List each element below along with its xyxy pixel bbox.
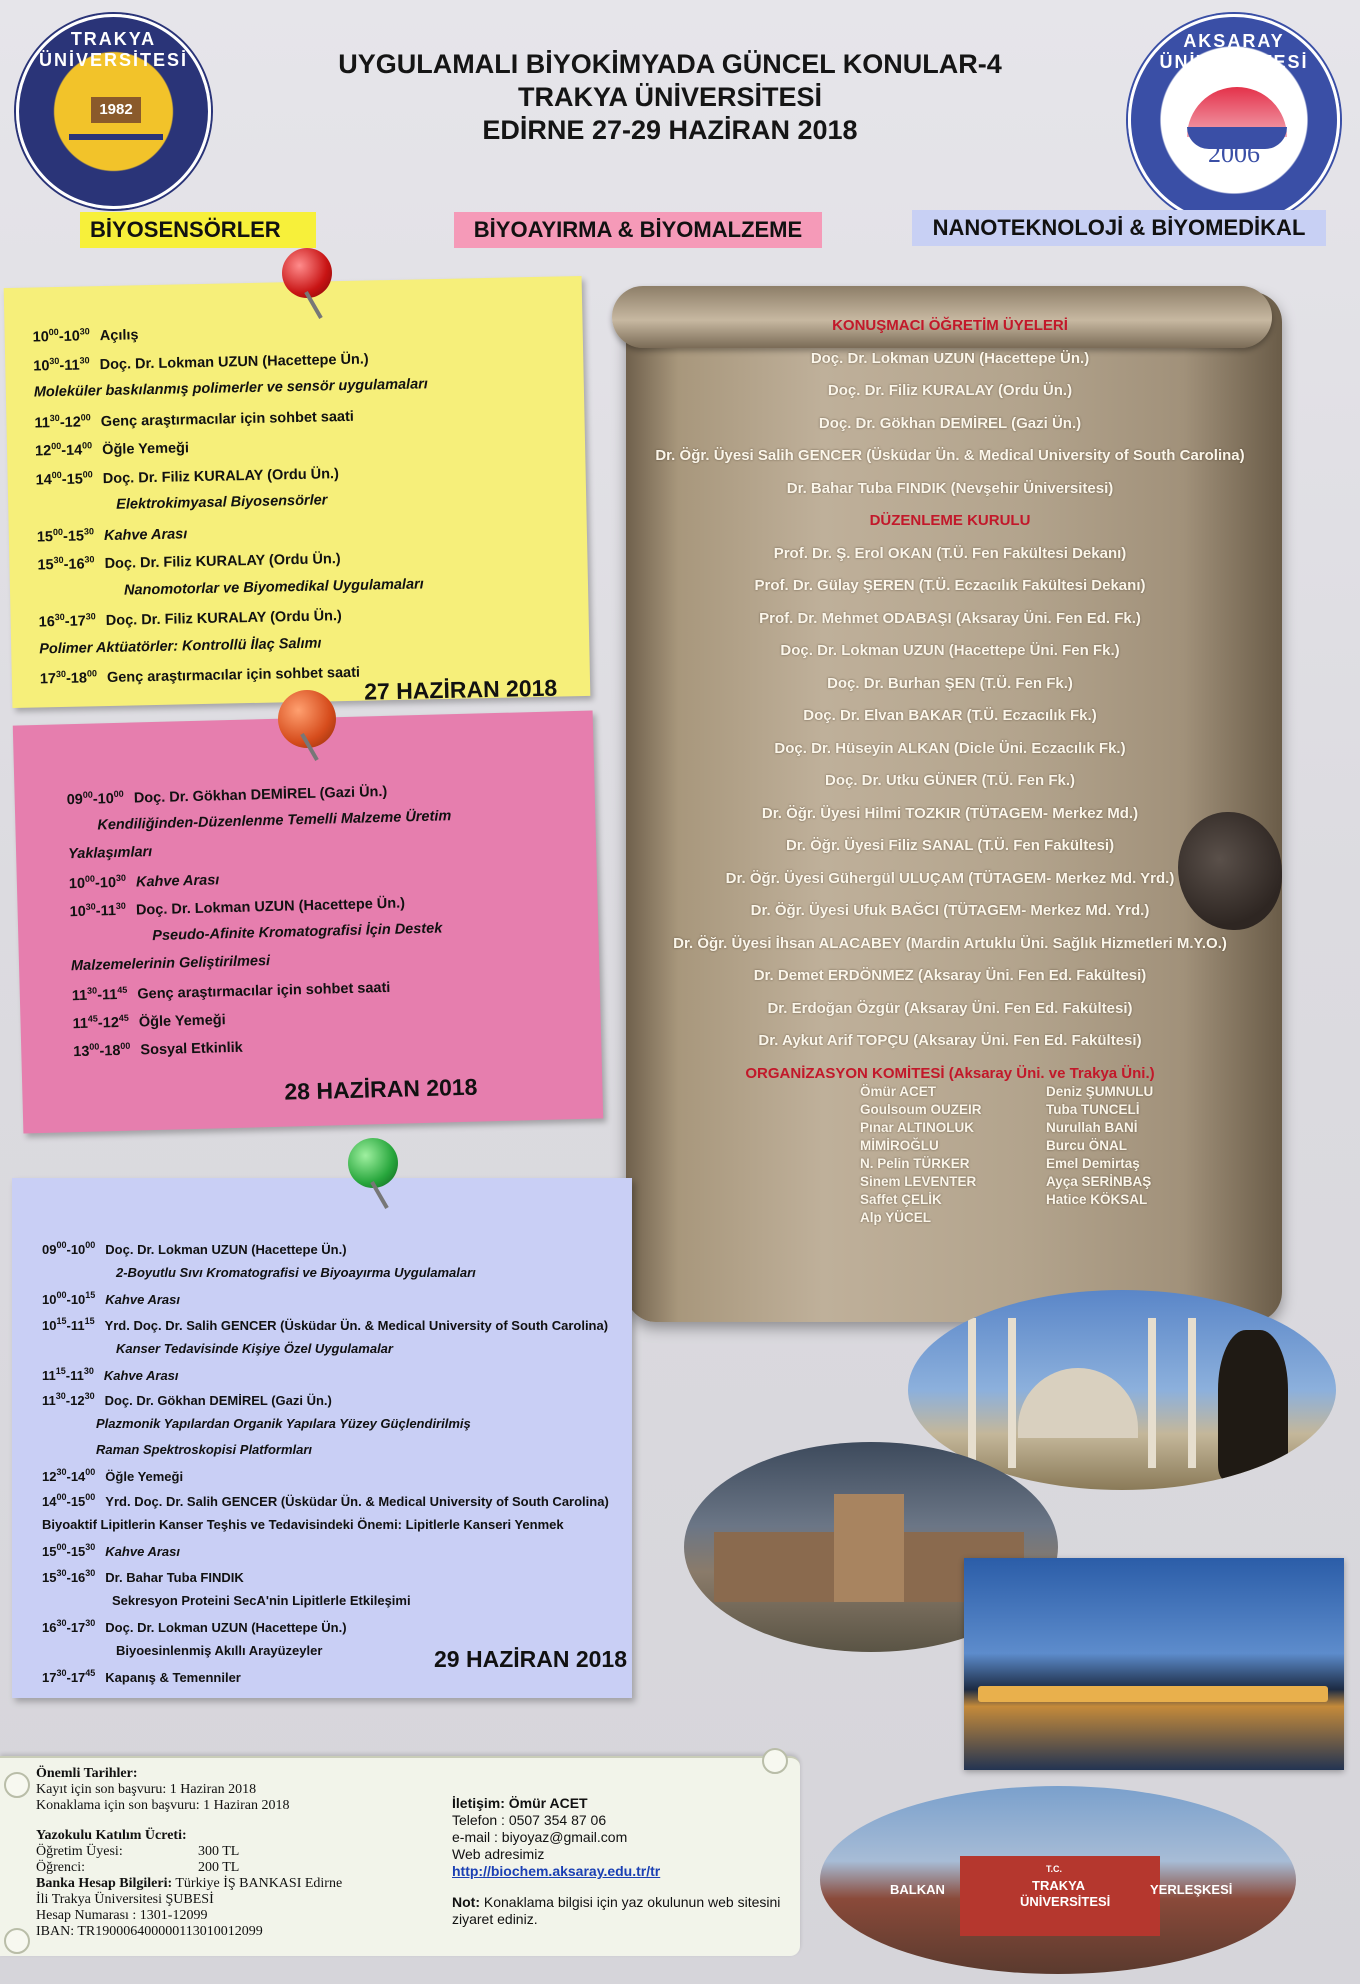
session-time: $15^{00}-15^{30}$ [36,525,95,545]
contact-phone: Telefon : 0507 354 87 06 [452,1812,607,1828]
session-time: $11^{30}-11^{45}$ [71,984,128,1005]
fee-faculty-label: Öğretim Üyesi: [36,1844,123,1859]
schedule-row [40,663,361,688]
session-title: Moleküler baskılanmış polimerler ve sensör uygulamaları [33,376,429,401]
contact-heading: İletişim: Ömür ACET [452,1795,588,1811]
bridge-icon [69,134,163,158]
day-1-date: 27 HAZİRAN 2018 [363,674,558,705]
scroll-curl-icon [762,1748,788,1774]
trakya-logo-text: TRAKYA ÜNİVERSİTESİ [38,29,189,70]
day-2-note [13,710,603,1133]
session-title: Kahve Arası [103,525,188,544]
gate-sign-left: BALKAN [890,1882,945,1897]
title-line-3: EDİRNE 27-29 HAZİRAN 2018 [482,115,858,145]
schedule-row [69,893,405,920]
committee-member: Dr. Öğr. Üyesi Hilmi TOZKIR (TÜTAGEM- Merkez Md.) [761,804,1139,822]
accommodation-note [452,1894,782,1928]
day-3-date: 29 HAZİRAN 2018 [434,1646,628,1672]
session-time: $09^{00}-10^{00}$ [42,1240,96,1257]
schedule-row [71,953,270,974]
gate-sign-tc: T.C. [1046,1864,1063,1874]
fee-student-label: Öğrenci: [36,1860,85,1875]
session-title: Doç. Dr. Lokman UZUN (Hacettepe Ün.) [105,1620,347,1635]
committee-member: Dr. Öğr. Üyesi Salih GENCER (Üsküdar Ün. & Medical University of South Carolina) [655,447,1245,464]
meric-bridge-photo [964,1558,1344,1770]
schedule-row [69,870,220,892]
session-title: Doç. Dr. Gökhan DEMİREL (Gazi Ün.) [104,1393,332,1409]
day-2-date: 28 HAZİRAN 2018 [284,1073,478,1105]
schedule-row [116,1265,476,1280]
session-time: $17^{30}-17^{45}$ [42,1668,96,1686]
committee-member: Doç. Dr. Burhan ŞEN (T.Ü. Fen Fk.) [827,674,1073,692]
trakya-university-logo [16,14,211,209]
schedule-row [42,1492,609,1509]
website-link[interactable]: http://biochem.aksaray.edu.tr/tr [452,1863,661,1879]
pushpin-red-icon [282,248,332,298]
schedule-row [42,1290,180,1307]
session-time: $10^{00}-10^{15}$ [42,1290,96,1308]
web-label: Web adresimiz [452,1846,545,1862]
session-title: Genç araştırmacılar için sohbet saati [106,664,361,687]
schedule-row [116,1341,393,1356]
aksaray-logo-year: 2006 [1208,139,1260,168]
session-title: Sosyal Etkinlik [140,1039,243,1059]
session-time: $11^{15}-11^{30}$ [42,1366,94,1383]
schedule-row [72,978,391,1004]
schedule-row [112,1593,411,1608]
organizer-name: Ömür ACET [860,1084,937,1099]
dates-heading: Önemli Tarihler: [36,1766,138,1781]
session-time: $17^{30}-18^{00}$ [39,668,97,688]
session-title: Genç araştırmacılar için sohbet saati [100,408,355,430]
schedule-row [73,1038,243,1060]
session-title: Öğle Yemeği [105,1468,184,1484]
session-time: $11^{45}-12^{45}$ [72,1012,129,1033]
bank-heading: Banka Hesap Bilgileri: [36,1876,173,1891]
gate-tower-shape [834,1494,904,1602]
organizer-name: Tuba TUNCELİ [1046,1102,1140,1117]
session-time: $12^{30}-14^{00}$ [42,1466,96,1484]
session-time: $10^{30}-11^{30}$ [33,354,90,374]
minaret-shape [1008,1318,1016,1468]
committee-heading: KONUŞMACI ÖĞRETİM ÜYELERİ [832,317,1068,334]
session-title: Doç. Dr. Lokman UZUN (Hacettepe Ün.) [135,895,406,919]
session-time: $14^{00}-15^{00}$ [42,1492,96,1509]
schedule-row [42,1240,347,1257]
committee-member: Doç. Dr. Lokman UZUN (Hacettepe Üni. Fen Fk.) [780,642,1120,659]
note-text: Konaklama bilgisi için yaz okulunun web sitesini ziyaret ediniz. [452,1894,781,1927]
session-title: 2-Boyutlu Sıvı Kromatografisi ve Biyoayırma Uygulamaları [116,1265,476,1281]
title-line-1: UYGULAMALI BİYOKİMYADA GÜNCEL KONULAR-4 [338,49,1002,79]
minaret-shape [1148,1318,1156,1468]
session-title: Pseudo-Afinite Kromatografisi İçin Destek [152,920,443,945]
committee-member: Prof. Dr. Ş. Erol OKAN (T.Ü. Fen Fakültesi Dekanı) [773,544,1127,562]
session-title: Açılış [99,327,139,345]
session-time: $16^{30}-17^{30}$ [38,611,96,631]
committee-heading: ORGANİZASYON KOMİTESİ (Aksaray Üni. ve Trakya Üni.) [745,1064,1155,1082]
schedule-row [152,920,442,944]
session-time: $10^{00}-10^{30}$ [32,326,90,346]
fee-faculty-value: 300 TL [198,1844,240,1859]
fee-student-value: 200 TL [198,1860,240,1875]
trakya-logo-year: 1982 [91,97,141,123]
schedule-row [96,1442,312,1457]
organizer-name: Nurullah BANİ [1046,1120,1138,1135]
schedule-row [33,349,369,374]
schedule-row [39,635,322,657]
contact-email: e-mail : biyoyaz@gmail.com [452,1829,628,1845]
day-1-note [4,276,591,708]
session-time: $12^{00}-14^{00}$ [34,440,93,460]
gate-sign-center-2: ÜNİVERSİTESİ [1020,1894,1111,1909]
minaret-shape [968,1318,976,1468]
organizer-name: Emel Demirtaş [1046,1156,1140,1171]
minaret-shape [1188,1318,1196,1468]
spacer [452,1880,782,1894]
session-time: $14^{00}-15^{00}$ [35,468,93,488]
committee-member: Doç. Dr. Lokman UZUN (Hacettepe Ün.) [810,349,1090,367]
committee-member: Dr. Öğr. Üyesi Gühergül ULUÇAM (TÜTAGEM- Merkez Md. Yrd.) [725,869,1175,887]
bank-iban: IBAN: TR190006400000113010012099 [36,1924,263,1939]
session-title: Yrd. Doç. Dr. Salih GENCER (Üsküdar Ün. & Medical University of South Carolina) [104,1317,609,1333]
organizer-name: Deniz ŞUMNULU [1046,1084,1154,1099]
schedule-row [35,438,189,459]
pushpin-green-icon [348,1138,398,1188]
schedule-row [42,1517,564,1532]
session-time: $15^{30}-16^{30}$ [37,554,95,574]
schedule-row [34,406,354,431]
committee-member: Dr. Aykut Arif TOPÇU (Aksaray Üni. Fen Ed. Fakültesi) [758,1032,1142,1049]
organizer-name: Hatice KÖKSAL [1046,1192,1148,1207]
schedule-row [42,1668,241,1685]
schedule-row [38,606,341,630]
organizer-name: Ayça SERİNBAŞ [1046,1174,1152,1189]
committee-member: Doç. Dr. Utku GÜNER (T.Ü. Fen Fk.) [824,772,1076,789]
poster-title [230,48,1110,147]
title-line-2: TRAKYA ÜNİVERSİTESİ [517,82,823,112]
committee-member: Prof. Dr. Mehmet ODABAŞI (Aksaray Üni. Fen Ed. Fk.) [759,609,1141,627]
organizer-name: N. Pelin TÜRKER [860,1156,970,1171]
session-title: Plazmonik Yapılardan Organik Yapılara Yüzey Güçlendirilmiş [96,1416,471,1432]
schedule-row [34,376,428,400]
committee-member: Doç. Dr. Gökhan DEMİREL (Gazi Ün.) [818,414,1082,432]
scroll-curl-icon [4,1772,30,1798]
schedule-row [72,1010,226,1032]
committee-member: Dr. Öğr. Üyesi İhsan ALACABEY (Mardin Artuklu Üni. Sağlık Hizmetleri M.Y.O.) [673,934,1227,952]
banner-biyoayirma: BİYOAYIRMA & BİYOMALZEME [454,212,822,248]
schedule-row [116,1643,322,1658]
schedule-row [116,492,327,512]
schedule-row [68,844,152,862]
committee-member: Doç. Dr. Filiz KURALAY (Ordu Ün.) [827,382,1073,399]
schedule-row [42,1366,179,1383]
statue-shape [1218,1330,1288,1480]
schedule-row [96,1416,471,1431]
note-label: Not: [452,1894,480,1910]
organizer-name: Pınar ALTINOLUK [860,1120,974,1135]
accommodation-deadline: Konaklama için son başvuru: 1 Haziran 2018 [36,1798,290,1813]
committee-member: Doç. Dr. Elvan BAKAR (T.Ü. Eczacılık Fk.) [803,707,1097,724]
session-time: $09^{00}-10^{00}$ [66,788,124,809]
session-time: $11^{30}-12^{30}$ [42,1391,95,1409]
session-time: $11^{30}-12^{00}$ [34,411,91,431]
session-title: Dr. Bahar Tuba FINDIK [105,1569,244,1585]
session-time: $16^{30}-17^{30}$ [42,1618,96,1635]
organizer-name: Burcu ÖNAL [1046,1138,1127,1153]
schedule-row [35,464,338,488]
session-time: $10^{00}-10^{30}$ [68,872,127,893]
session-title: Kahve Arası [135,872,220,891]
day-3-note [12,1178,632,1698]
bridge-shape [978,1686,1328,1702]
organization-committee-left [860,1083,982,1227]
session-title: Kapanış & Temenniler [105,1670,241,1686]
committee-member: Dr. Öğr. Üyesi Filiz SANAL (T.Ü. Fen Fakültesi) [785,837,1115,854]
banner-nanoteknoloji: NANOTEKNOLOJİ & BİYOMEDİKAL [912,210,1326,246]
session-title: Elektrokimyasal Biyosensörler [116,492,328,513]
session-title: Polimer Aktüatörler: Kontrollü İlaç Salımı [39,635,322,657]
gate-sign-right: YERLEŞKESİ [1150,1882,1233,1897]
session-title: Raman Spektroskopisi Platformları [96,1441,313,1457]
organizer-name: Saffet ÇELİK [860,1192,942,1207]
session-title: Nanomotorlar ve Biyomedikal Uygulamaları [123,575,424,599]
fee-faculty [36,1844,342,1860]
contact-info [452,1795,782,1928]
session-time: $15^{30}-16^{30}$ [42,1567,96,1585]
organizer-name: Sinem LEVENTER [860,1174,977,1189]
bank-branch: İli Trakya Üniversitesi ŞUBESİ [36,1892,214,1907]
schedule-row [42,1467,183,1484]
campus-gate-photo [820,1786,1296,1974]
session-title: Doç. Dr. Lokman UZUN (Hacettepe Ün.) [105,1242,347,1257]
committee-member: Dr. Bahar Tuba FINDIK (Nevşehir Üniversitesi) [786,479,1114,497]
schedule-row [37,549,340,573]
organization-committee-right [1046,1083,1153,1209]
fee-student [36,1860,342,1876]
committee-member: Dr. Demet ERDÖNMEZ (Aksaray Üni. Fen Ed. Fakültesi) [753,967,1147,984]
aksaray-logo-text: AKSARAY ÜNİVERSİTESİ [1159,31,1309,72]
schedule-row [42,1316,608,1333]
bank-account: Hesap Numarası : 1301-12099 [36,1908,208,1923]
committee-member: Dr. Öğr. Üyesi Ufuk BAĞCI (TÜTAGEM- Merkez Md. Yrd.) [750,902,1150,919]
session-title: Doç. Dr. Gökhan DEMİREL (Gazi Ün.) [133,783,388,807]
scroll-curl-icon [4,1928,30,1954]
session-time: $10^{30}-11^{30}$ [69,900,126,921]
schedule-row [42,1542,180,1559]
session-title: Yaklaşımları [67,844,153,863]
organizer-name: Goulsoum OUZEIR [860,1102,982,1117]
organizer-name: Alp YÜCEL [860,1210,932,1225]
schedule-row [42,1618,347,1635]
committee-member: Prof. Dr. Gülay ŞEREN (T.Ü. Eczacılık Fakültesi Dekanı) [754,577,1146,594]
schedule-row [32,325,138,345]
session-title: Kahve Arası [105,1292,180,1308]
aksaray-university-logo [1128,14,1340,226]
session-title: Biyoesinlenmiş Akıllı Arayüzeyler [116,1643,323,1659]
schedule-row [66,782,387,808]
banner-biyosensorler: BİYOSENSÖRLER [80,212,316,248]
schedule-row [97,808,451,833]
session-title: Sekresyon Proteini SecA'nin Lipitlerle Etkileşimi [112,1592,411,1608]
session-title: Öğle Yemeği [138,1012,226,1031]
committee-list [630,310,1270,1090]
session-title: Doç. Dr. Lokman UZUN (Hacettepe Ün.) [99,350,369,373]
session-title: Öğle Yemeği [102,440,190,459]
fee-heading: Yazokulu Katılım Ücreti: [36,1828,187,1843]
committee-member: Doç. Dr. Hüseyin ALKAN (Dicle Üni. Eczacılık Fk.) [774,739,1126,757]
schedule-row [42,1391,332,1408]
session-title: Kendiliğinden-Düzenlenme Temelli Malzeme Üretim [97,808,452,834]
session-title: Kahve Arası [105,1544,180,1560]
schedule-row [37,524,188,545]
session-title: Doç. Dr. Filiz KURALAY (Ordu Ün.) [104,551,341,573]
committee-heading: DÜZENLEME KURULU [869,512,1031,529]
schedule-row [124,576,424,598]
session-title: Doç. Dr. Filiz KURALAY (Ordu Ün.) [102,465,339,487]
session-time: $10^{15}-11^{15}$ [42,1315,95,1333]
session-title: Biyoaktif Lipitlerin Kanser Teşhis ve Tedavisindeki Önemi: Lipitlerle Kanseri Yenmek [42,1517,564,1533]
spacer [36,1814,342,1828]
registration-info [36,1766,342,1940]
schedule-row [42,1568,244,1585]
organizer-name: MİMİROĞLU [860,1138,939,1153]
session-title: Doç. Dr. Filiz KURALAY (Ordu Ün.) [105,608,342,630]
dome-shape [1018,1368,1138,1438]
session-time: $15^{00}-15^{30}$ [42,1542,96,1560]
session-title: Yrd. Doç. Dr. Salih GENCER (Üsküdar Ün. & Medical University of South Carolina) [105,1494,609,1509]
session-title: Malzemelerinin Geliştirilmesi [70,953,271,975]
pushpin-orange-icon [278,690,336,748]
gate-sign-center: TRAKYA [1032,1878,1085,1893]
committee-member: Dr. Erdoğan Özgür (Aksaray Üni. Fen Ed. Fakültesi) [767,999,1133,1017]
session-title: Kanser Tedavisinde Kişiye Özel Uygulamalar [116,1340,393,1356]
bank-line-1 [36,1876,342,1892]
session-title: Kahve Arası [103,1368,179,1383]
session-title: Genç araştırmacılar için sohbet saati [137,979,391,1003]
session-time: $13^{00}-18^{00}$ [73,1040,131,1061]
bank-name: Türkiye İŞ BANKASI Edirne [172,1876,343,1891]
registration-deadline: Kayıt için son başvuru: 1 Haziran 2018 [36,1782,257,1797]
